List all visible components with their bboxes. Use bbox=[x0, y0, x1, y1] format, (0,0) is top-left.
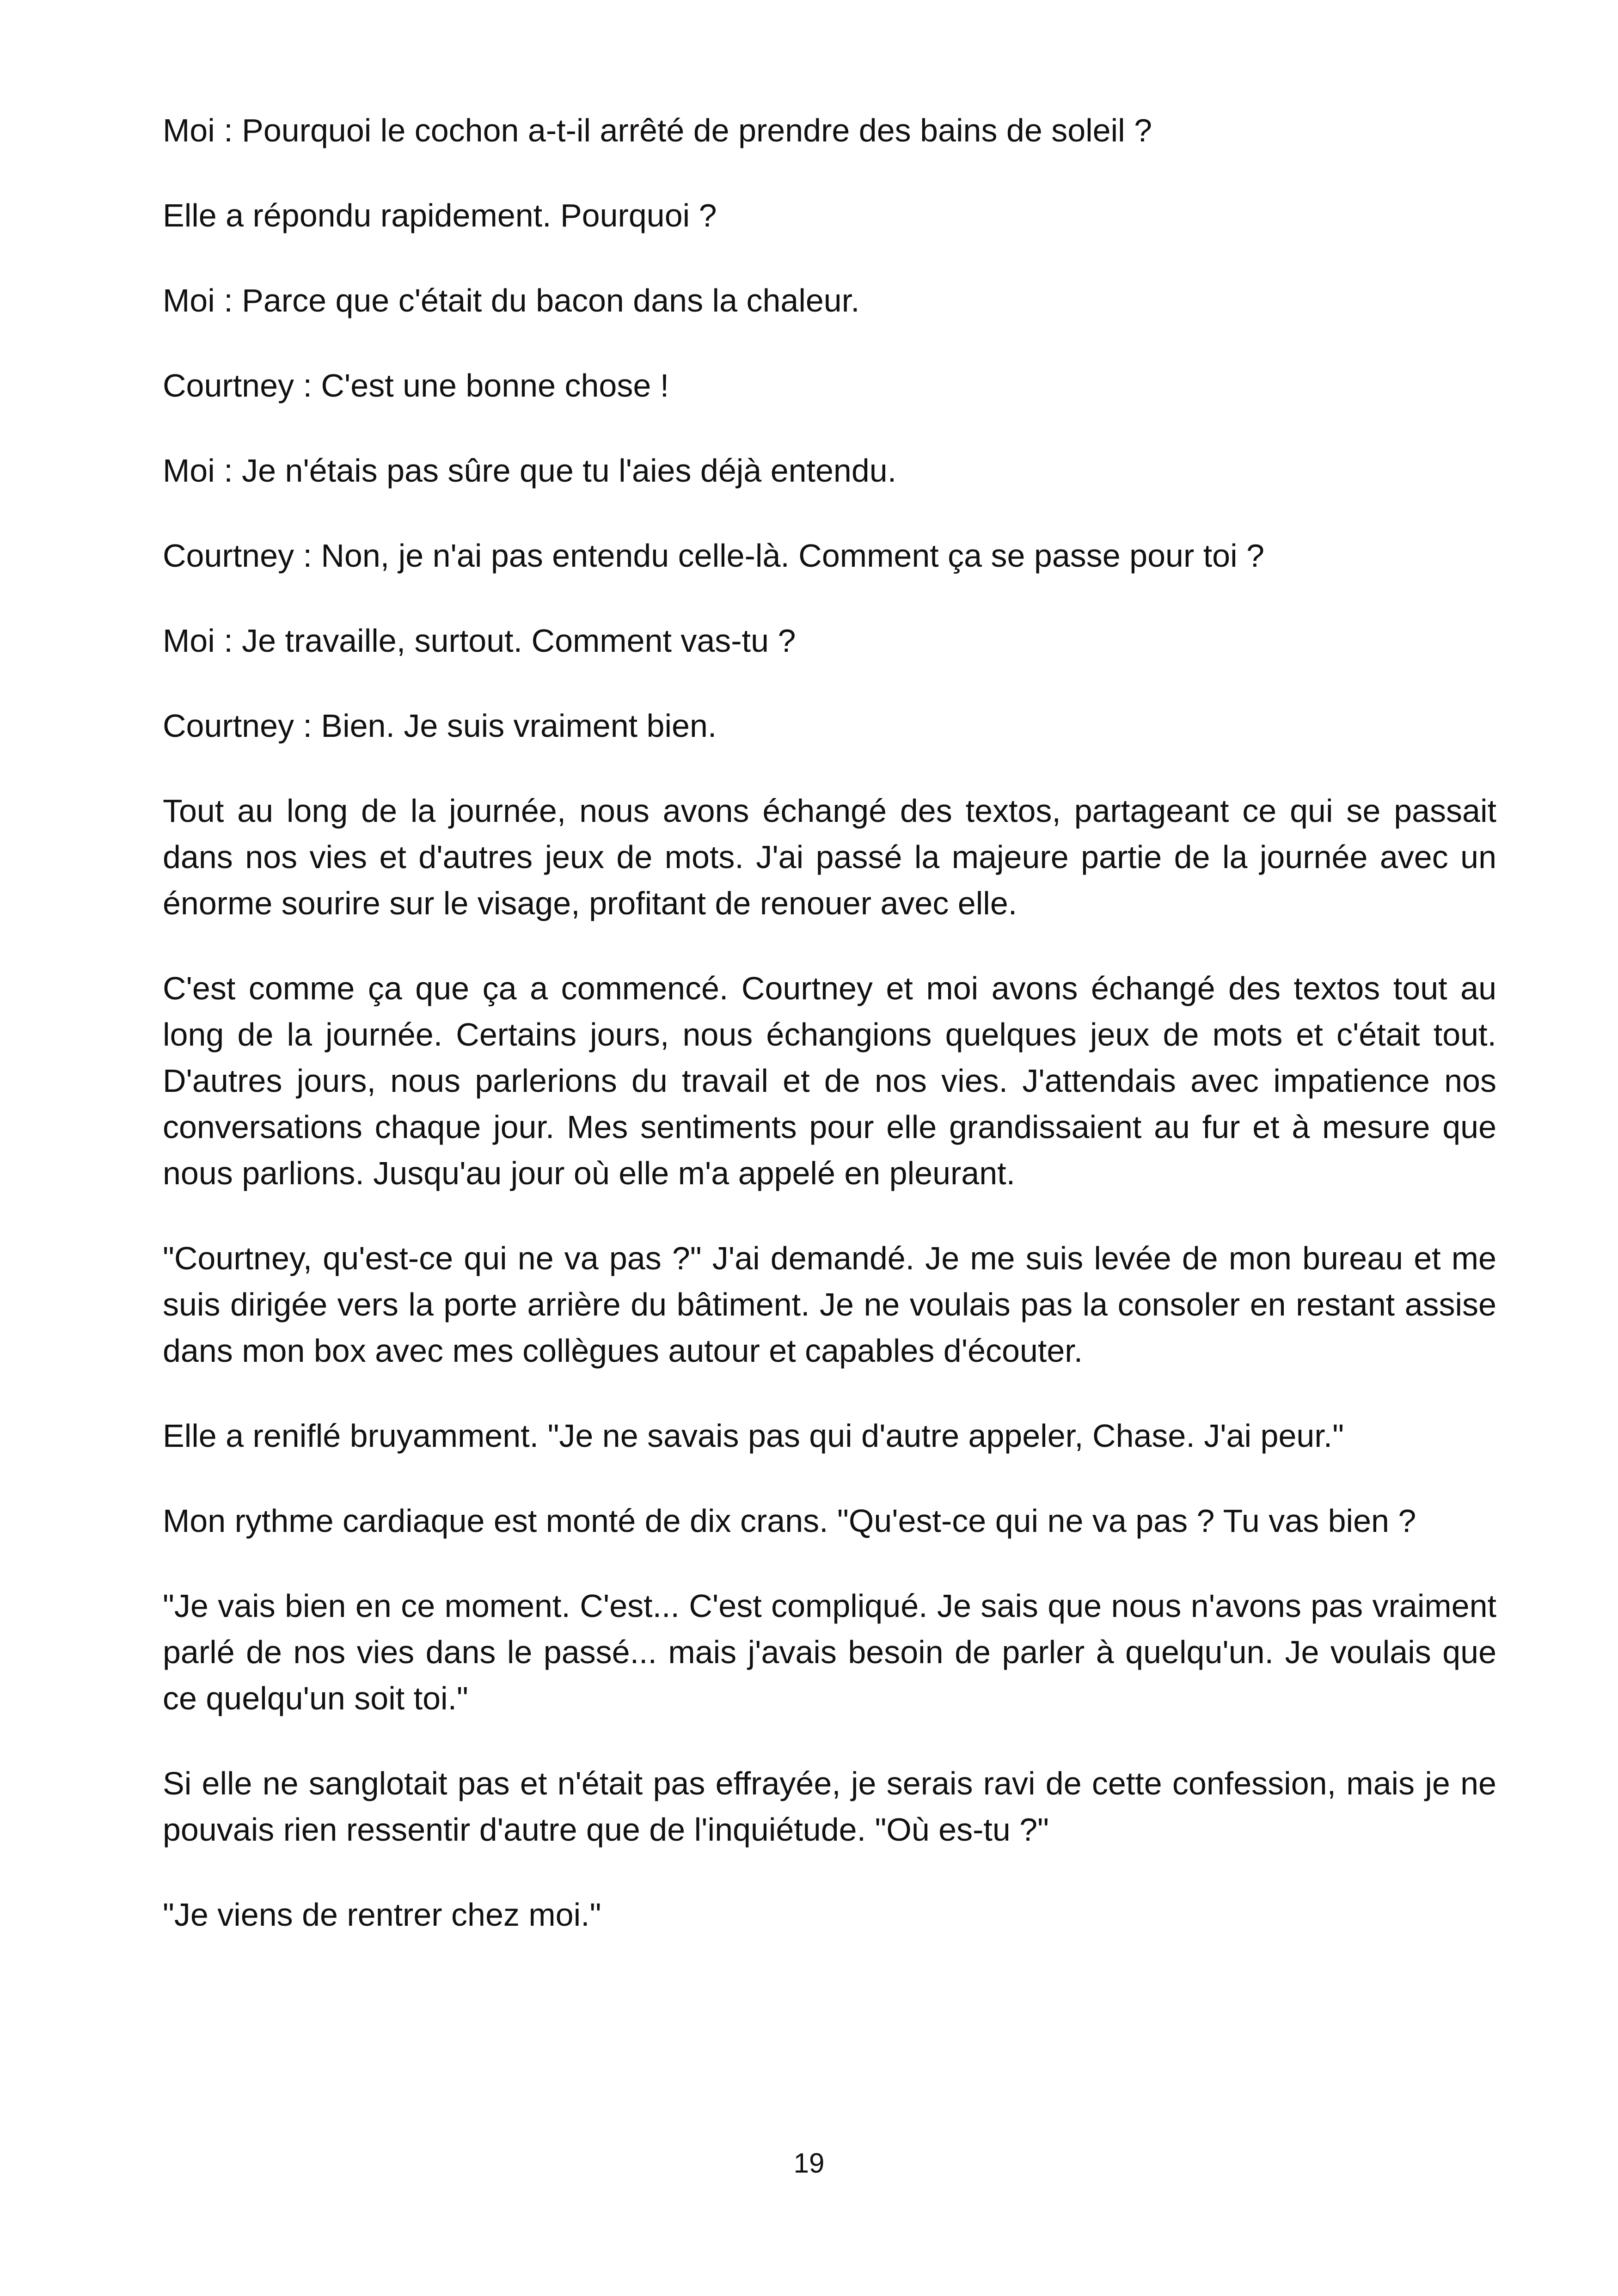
paragraph: Mon rythme cardiaque est monté de dix crans. "Qu'est-ce qui ne va pas ? Tu vas bien ? bbox=[163, 1503, 1416, 1539]
paragraph: "Je vais bien en ce moment. C'est... C'est compliqué. Je sais que nous n'avons pas vraiment parlé de nos vies dans le passé... mais j'avais besoin de parler à quelqu'un. Je voulais que ce quelqu'un soit toi." bbox=[163, 1588, 1496, 1716]
paragraph: Moi : Pourquoi le cochon a-t-il arrêté de prendre des bains de soleil ? bbox=[163, 112, 1152, 148]
paragraph: C'est comme ça que ça a commencé. Courtney et moi avons échangé des textos tout au long de la journée. Certains jours, nous échangions quelques jeux de mots et c'était tout. D'autres jours, nous parlerions du travail et de nos vies. J'attendais avec impatience nos conversations chaque jour. Mes sentiments pour elle grandissaient au fur et à mesure que nous parlions. Jusqu'au jour où elle m'a appelé en pleurant. bbox=[163, 970, 1496, 1191]
paragraph: "Je viens de rentrer chez moi." bbox=[163, 1897, 601, 1933]
paragraph: Courtney : Bien. Je suis vraiment bien. bbox=[163, 708, 717, 744]
paragraph: Courtney : Non, je n'ai pas entendu celle-là. Comment ça se passe pour toi ? bbox=[163, 538, 1265, 574]
paragraph: Courtney : C'est une bonne chose ! bbox=[163, 367, 669, 404]
document-body bbox=[163, 107, 1496, 1938]
paragraph: Moi : Je n'étais pas sûre que tu l'aies déjà entendu. bbox=[163, 453, 897, 489]
paragraph: "Courtney, qu'est-ce qui ne va pas ?" J'ai demandé. Je me suis levée de mon bureau et me suis dirigée vers la porte arrière du bâtiment. Je ne voulais pas la consoler en restant assise dans mon box avec mes collègues autour et capables d'écouter. bbox=[163, 1240, 1496, 1369]
paragraph: Moi : Parce que c'était du bacon dans la chaleur. bbox=[163, 282, 860, 318]
page-number: 19 bbox=[793, 2148, 825, 2179]
paragraph: Elle a reniflé bruyamment. "Je ne savais pas qui d'autre appeler, Chase. J'ai peur." bbox=[163, 1418, 1344, 1454]
paragraph: Moi : Je travaille, surtout. Comment vas-tu ? bbox=[163, 623, 796, 659]
paragraph: Tout au long de la journée, nous avons échangé des textos, partageant ce qui se passait dans nos vies et d'autres jeux de mots. J'ai passé la majeure partie de la journée avec un énorme sourire sur le visage, profitant de renouer avec elle. bbox=[163, 793, 1496, 921]
paragraph: Si elle ne sanglotait pas et n'était pas effrayée, je serais ravi de cette confession, mais je ne pouvais rien ressentir d'autre que de l'inquiétude. "Où es-tu ?" bbox=[163, 1765, 1496, 1848]
paragraph: Elle a répondu rapidement. Pourquoi ? bbox=[163, 197, 717, 233]
